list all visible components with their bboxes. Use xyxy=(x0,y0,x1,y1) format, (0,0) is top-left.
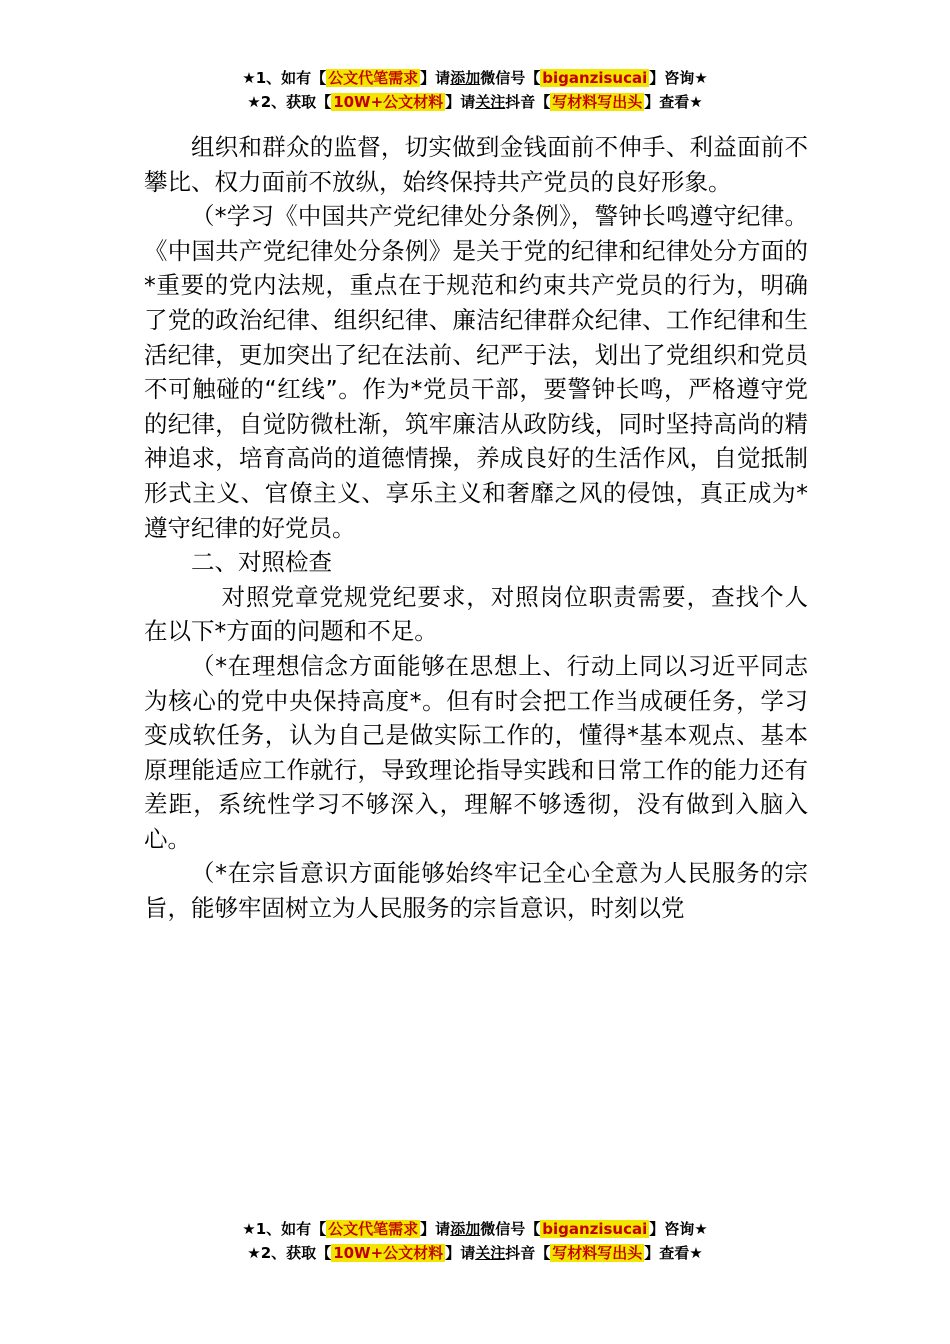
footer-banner xyxy=(0,1217,950,1265)
banner-highlight: 10W+公文材料 xyxy=(333,1244,444,1262)
banner-highlight-wechat: biganzisucai xyxy=(542,69,648,87)
banner-text: ★2、获取【 xyxy=(247,1244,332,1262)
banner-highlight: 公文代笔需求 xyxy=(328,1220,419,1238)
section-heading: 二、对照检查 xyxy=(191,548,332,577)
banner-highlight-wechat: biganzisucai xyxy=(542,1220,648,1238)
banner-underlined: 添加 xyxy=(450,1220,481,1238)
banner-text: ★1、如有【 xyxy=(242,1220,327,1238)
banner-text: 微信号【 xyxy=(480,69,541,87)
banner-text: 】查看★ xyxy=(644,1244,703,1262)
banner-text: 】查看★ xyxy=(644,93,703,111)
banner-highlight-douyin: 写材料写出头 xyxy=(552,93,643,111)
paragraph-2: （*学习《中国共产党纪律处分条例》，警钟长鸣遵守纪律。《中国共产党纪律处分条例》是关于党的纪律和纪律处分方面的*重要的党内法规，重点在于规范和约束共产党员的行为，明确了党的政治纪律、组织纪律、廉洁纪律群众纪律、工作纪律和生活纪律，更加突出了纪在法前、纪严于法，划出了党组织和党员不可触碰的“红线”。作为*党员干部，要警钟长鸣，严格遵守党的纪律，自觉防微杜渐，筑牢廉洁从政防线，同时坚持高尚的精神追求，培育高尚的道德情操，养成良好的生活作风，自觉抵制形式主义、官僚主义、享乐主义和奢靡之风的侵蚀，真正成为*遵守纪律的好党员。 xyxy=(144,202,808,542)
banner-text: 抖音【 xyxy=(505,1244,551,1262)
banner-underlined: 关注 xyxy=(475,1244,506,1262)
banner-text: 】请 xyxy=(445,93,476,111)
banner-line-1 xyxy=(0,66,950,90)
banner-highlight: 公文代笔需求 xyxy=(328,69,419,87)
banner-text: 】请 xyxy=(420,69,451,87)
banner-text: 】咨询★ xyxy=(649,69,708,87)
paragraph-4: （*在理想信念方面能够在思想上、行动上同以习近平同志为核心的党中央保持高度*。但有时会把工作当成硬任务，学习变成软任务，认为自己是做实际工作的，懂得*基本观点、基本原理能适应工作就行，导致理论指导实践和日常工作的能力还有差距，系统性学习不够深入，理解不够透彻，没有做到入脑入心。 xyxy=(144,651,808,853)
banner-text: 微信号【 xyxy=(480,1220,541,1238)
banner-line-1 xyxy=(0,1217,950,1241)
banner-underlined: 关注 xyxy=(475,93,506,111)
paragraph-5: （*在宗旨意识方面能够始终牢记全心全意为人民服务的宗旨，能够牢固树立为人民服务的宗旨意识，时刻以党 xyxy=(144,859,808,923)
banner-text: 】咨询★ xyxy=(649,1220,708,1238)
banner-text: 】请 xyxy=(420,1220,451,1238)
header-banner xyxy=(0,66,950,114)
paragraph-1: 组织和群众的监督，切实做到金钱面前不伸手、利益面前不攀比、权力面前不放纵，始终保持共产党员的良好形象。 xyxy=(144,133,808,196)
banner-text: ★1、如有【 xyxy=(242,69,327,87)
banner-line-2 xyxy=(0,90,950,114)
paragraph-3: 对照党章党规党纪要求，对照岗位职责需要，查找个人在以下*方面的问题和不足。 xyxy=(144,582,808,646)
banner-underlined: 添加 xyxy=(450,69,481,87)
banner-highlight: 10W+公文材料 xyxy=(333,93,444,111)
banner-line-2 xyxy=(0,1241,950,1265)
document-body xyxy=(144,130,808,926)
banner-highlight-douyin: 写材料写出头 xyxy=(552,1244,643,1262)
banner-text: 】请 xyxy=(445,1244,476,1262)
banner-text: ★2、获取【 xyxy=(247,93,332,111)
banner-text: 抖音【 xyxy=(505,93,551,111)
